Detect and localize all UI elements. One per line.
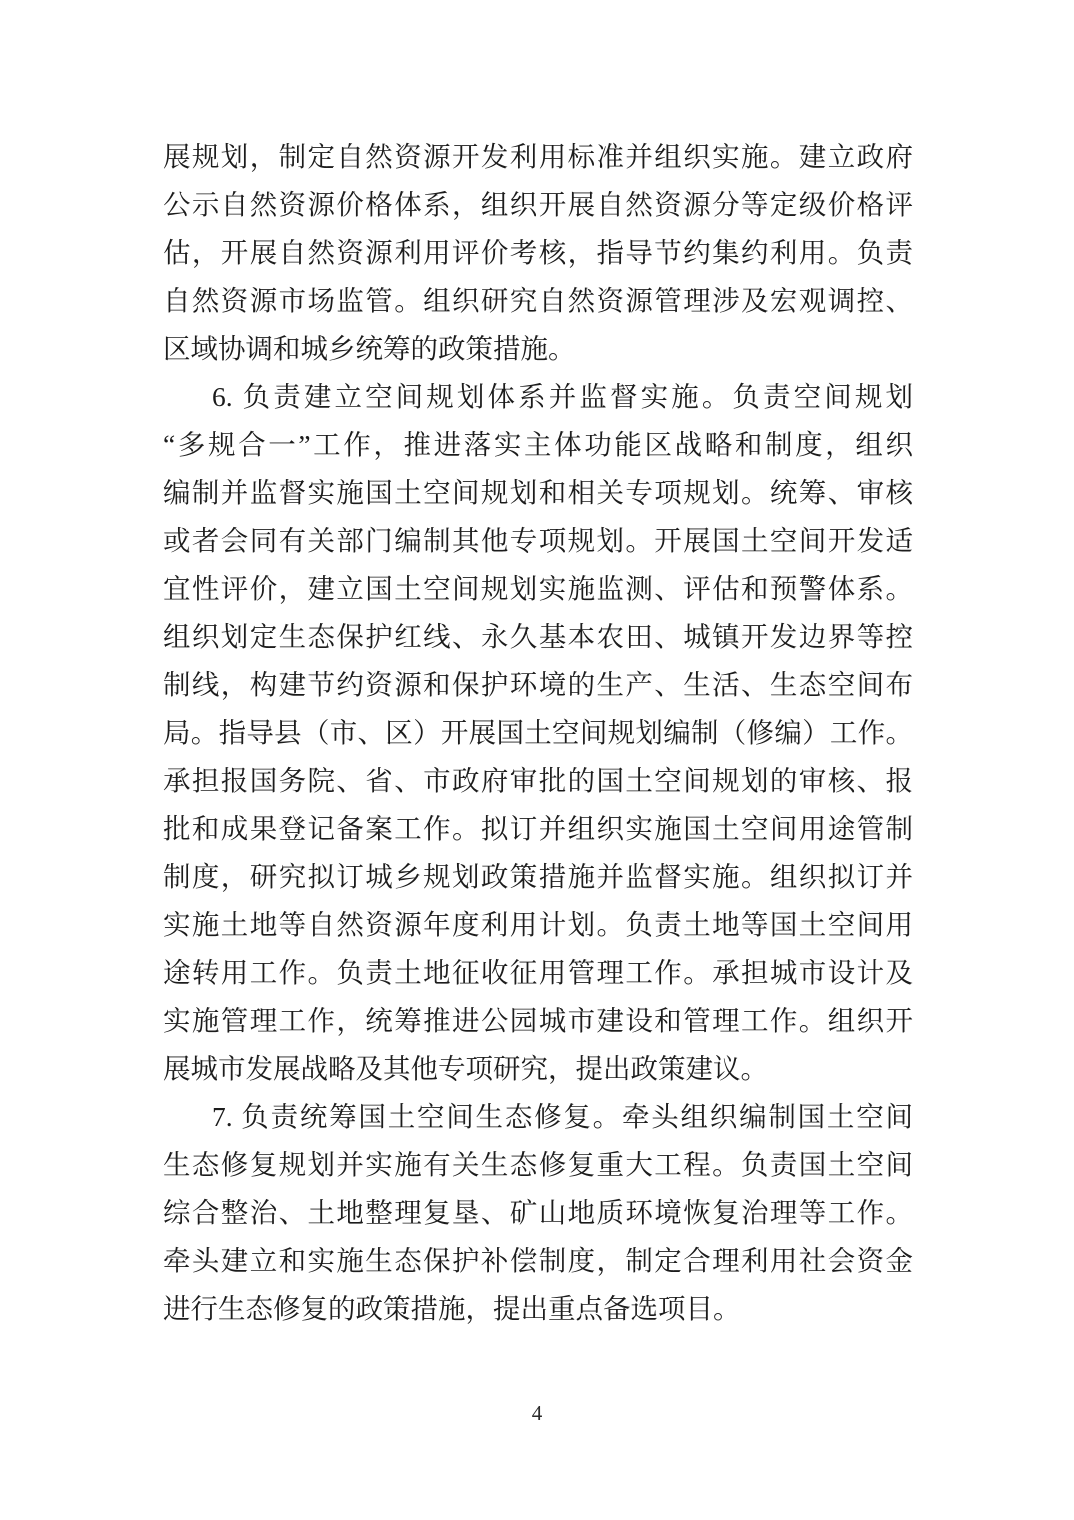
text-line: 公示自然资源价格体系，组织开展自然资源分等定级价格评 <box>163 189 913 220</box>
text-line: “多规合一”工作，推进落实主体功能区战略和制度，组织 <box>163 429 913 460</box>
text-line: 制度，研究拟订城乡规划政策措施并监督实施。组织拟订并 <box>163 861 913 892</box>
text-line: 实施管理工作，统筹推进公园城市建设和管理工作。组织开 <box>163 1005 913 1036</box>
text-line: 批和成果登记备案工作。拟订并组织实施国土空间用途管制 <box>163 813 913 844</box>
text-line: 编制并监督实施国土空间规划和相关专项规划。统筹、审核 <box>163 477 913 508</box>
page-number: 4 <box>531 1401 543 1425</box>
text-line: 组织划定生态保护红线、永久基本农田、城镇开发边界等控 <box>163 621 913 652</box>
text-line: 6. 负责建立空间规划体系并监督实施。负责空间规划 <box>212 381 913 412</box>
text-line: 实施土地等自然资源年度利用计划。负责土地等国土空间用 <box>163 909 913 940</box>
text-line: 生态修复规划并实施有关生态修复重大工程。负责国土空间 <box>163 1149 913 1180</box>
text-line: 途转用工作。负责土地征收征用管理工作。承担城市设计及 <box>163 957 913 988</box>
text-line: 综合整治、土地整理复垦、矿山地质环境恢复治理等工作。 <box>163 1197 913 1228</box>
text-line: 展城市发展战略及其他专项研究，提出政策建议。 <box>163 1053 768 1084</box>
text-line: 区域协调和城乡统筹的政策措施。 <box>163 333 576 364</box>
text-line: 承担报国务院、省、市政府审批的国土空间规划的审核、报 <box>163 765 913 796</box>
text-line: 或者会同有关部门编制其他专项规划。开展国土空间开发适 <box>163 525 913 556</box>
text-line: 制线，构建节约资源和保护环境的生产、生活、生态空间布 <box>163 669 913 700</box>
text-line: 宜性评价，建立国土空间规划实施监测、评估和预警体系。 <box>163 573 913 604</box>
text-line: 局。指导县（市、区）开展国土空间规划编制（修编）工作。 <box>163 717 913 748</box>
text-block <box>163 133 913 1333</box>
text-line: 7. 负责统筹国土空间生态修复。牵头组织编制国土空间 <box>212 1101 913 1132</box>
text-line: 牵头建立和实施生态保护补偿制度，制定合理利用社会资金 <box>163 1245 913 1276</box>
text-line: 估，开展自然资源利用评价考核，指导节约集约利用。负责 <box>163 237 913 268</box>
text-line: 进行生态修复的政策措施，提出重点备选项目。 <box>163 1293 741 1324</box>
text-line: 自然资源市场监管。组织研究自然资源管理涉及宏观调控、 <box>163 285 913 316</box>
text-line: 展规划，制定自然资源开发利用标准并组织实施。建立政府 <box>163 141 913 172</box>
page-footer <box>0 1398 1074 1428</box>
